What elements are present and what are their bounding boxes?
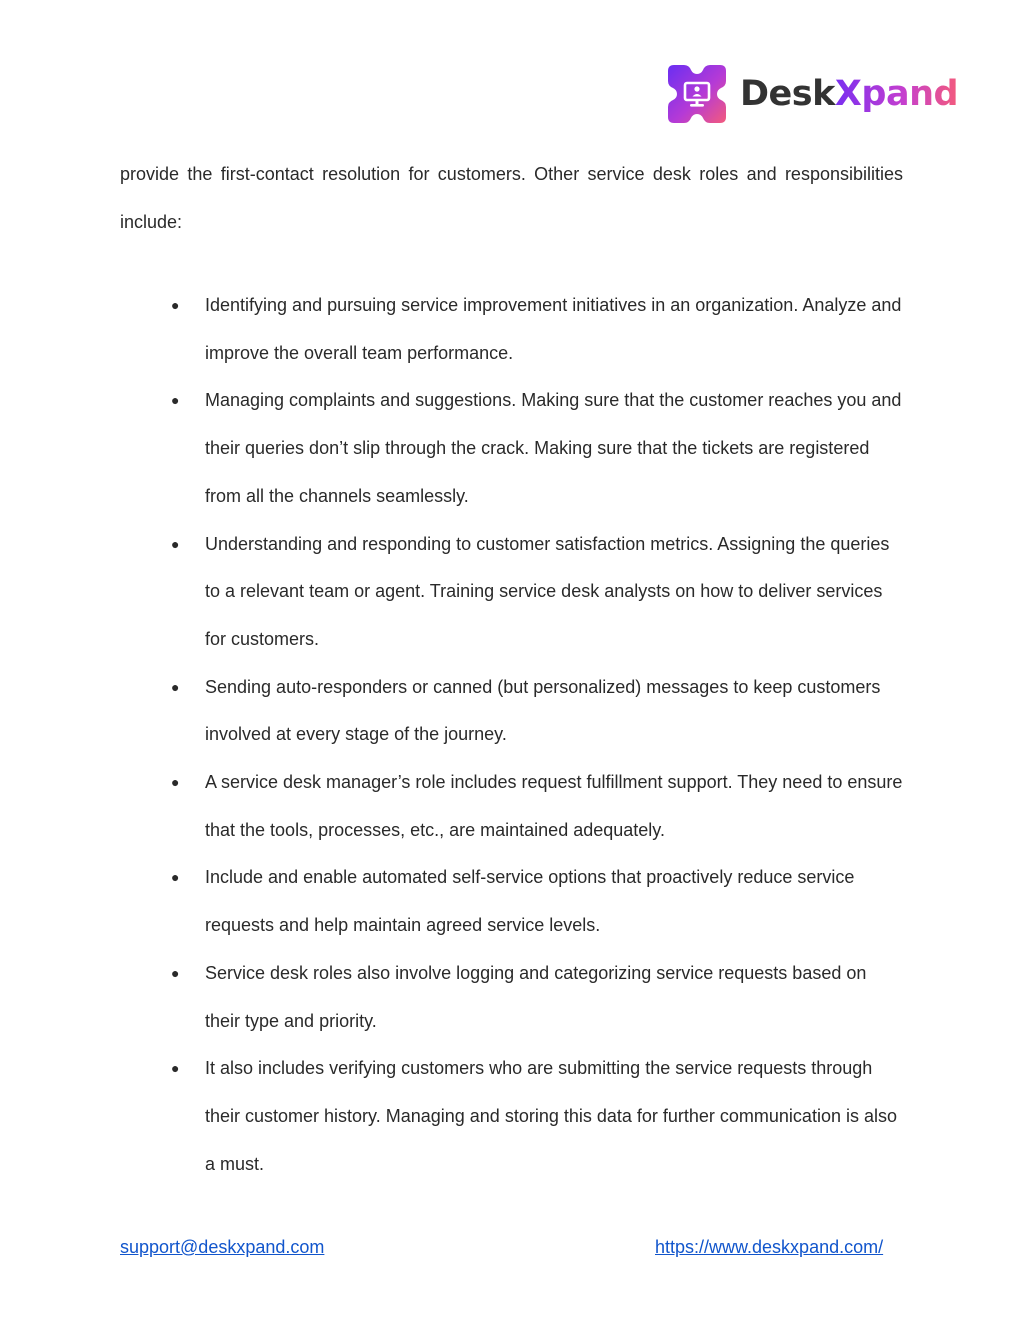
support-email-link[interactable]: support@deskxpand.com	[120, 1237, 325, 1257]
desk-monitor-logo-icon	[664, 61, 730, 127]
website-link[interactable]: https://www.deskxpand.com/	[655, 1237, 884, 1257]
list-item-text: Include and enable automated self-service options that proactively reduce service requests and help maintain agreed service levels.	[205, 867, 855, 936]
bullet-icon: ●	[171, 392, 180, 409]
bullet-icon: ●	[171, 535, 180, 552]
bullet-icon: ●	[171, 869, 180, 886]
list-item	[120, 1045, 903, 1188]
bullet-icon: ●	[171, 1060, 180, 1077]
list-item-text: Managing complaints and suggestions. Making sure that the customer reaches you and their queries don’t slip through the crack. Making sure that the tickets are registered from all the channels seamlessly.	[205, 390, 902, 506]
list-item	[120, 377, 903, 520]
bullet-icon: ●	[171, 774, 180, 791]
bullet-icon: ●	[171, 678, 180, 695]
brand-name-xpand: Xpand	[834, 73, 959, 114]
list-item-text: It also includes verifying customers who are submitting the service requests through their customer history. Managing and storing this data for further communication is also a must.	[205, 1058, 897, 1174]
deskxpand-logo	[664, 60, 958, 128]
brand-wordmark	[740, 73, 959, 114]
list-item	[120, 759, 903, 854]
list-item-text: Understanding and responding to customer satisfaction metrics. Assigning the queries to a relevant team or agent. Training service desk analysts on how to deliver services for customers.	[205, 533, 890, 649]
brand-name-desk: Desk	[740, 73, 835, 114]
bullet-icon: ●	[171, 297, 180, 313]
list-item	[120, 282, 903, 377]
bullet-icon: ●	[171, 964, 180, 981]
list-item-text: Sending auto-responders or canned (but personalized) messages to keep customers involved at every stage of the journey.	[205, 676, 881, 745]
list-item	[120, 854, 903, 949]
list-item	[120, 664, 903, 759]
intro-paragraph: provide the first-contact resolution for customers. Other service desk roles and responsibilities include:	[120, 164, 903, 232]
list-item-text: Service desk roles also involve logging and categorizing service requests based on their type and priority.	[205, 962, 867, 1031]
responsibilities-list	[120, 282, 903, 1188]
list-item	[120, 950, 903, 1045]
list-item-text: A service desk manager’s role includes request fulfillment support. They need to ensure that the tools, processes, etc., are maintained adequately.	[205, 772, 903, 840]
list-item-text: Identifying and pursuing service improvement initiatives in an organization. Analyze and improve the overall team performance.	[205, 295, 902, 363]
list-item	[120, 521, 903, 664]
